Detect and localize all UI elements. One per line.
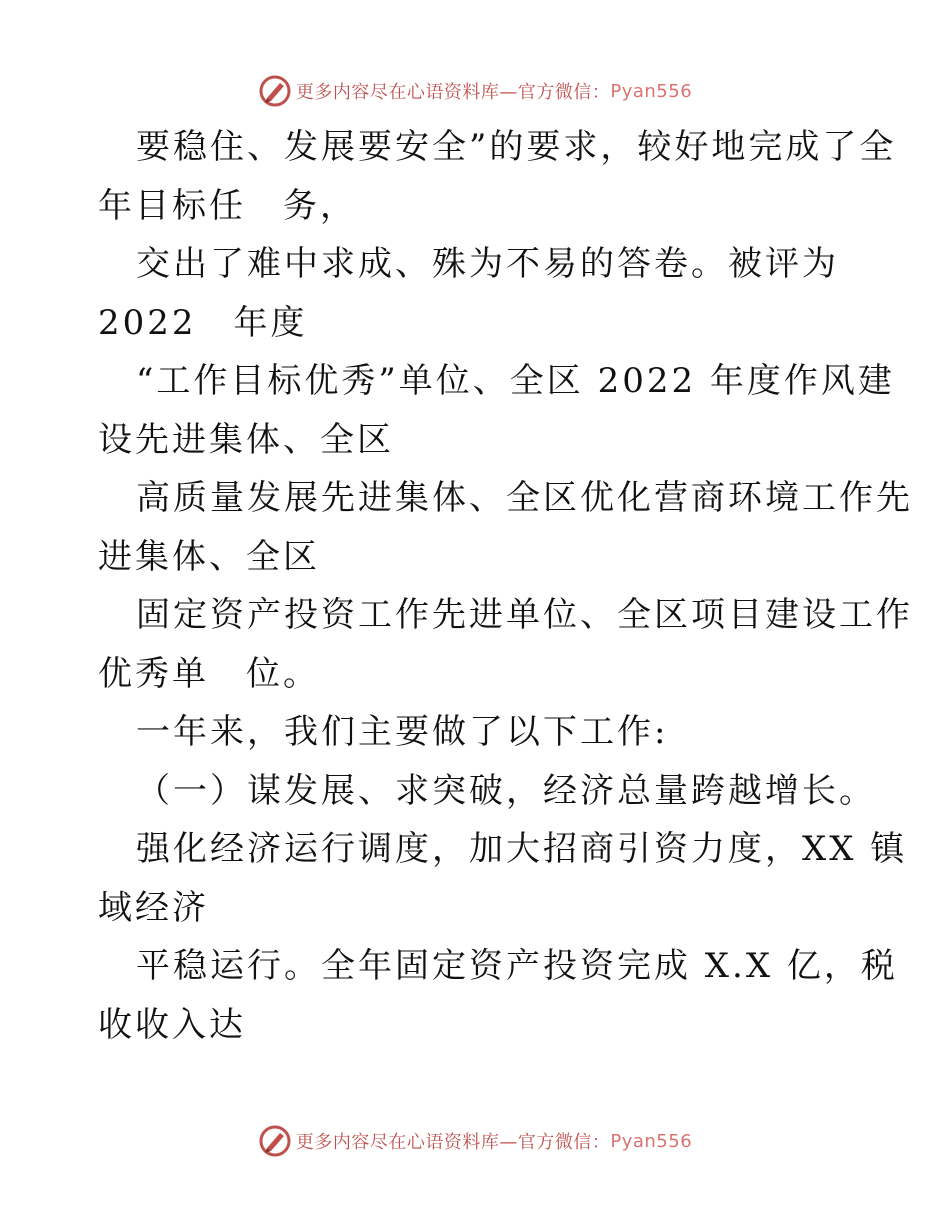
pen-logo-icon xyxy=(258,74,292,108)
header-watermark xyxy=(0,74,950,108)
section-heading: （一）谋发展、求突破，经济总量跨越增长。 xyxy=(136,770,876,811)
footer-watermark xyxy=(0,1124,950,1158)
text-line: 优秀单 位。 xyxy=(98,653,320,694)
text-line: 强化经济运行调度，加大招商引资力度，XX 镇 xyxy=(136,829,908,869)
document-body xyxy=(98,118,913,1054)
text-line: 域经济 xyxy=(98,887,209,928)
watermark-account: Pyan556 xyxy=(610,80,693,102)
text-line: “工作目标优秀”单位、全区 2022 年度作风建 xyxy=(136,361,895,401)
text-line: 固定资产投资工作先进单位、全区项目建设工作 xyxy=(136,595,913,635)
text-line: 平稳运行。全年固定资产投资完成 X.X 亿，税 xyxy=(136,946,898,986)
watermark-text: 更多内容尽在心语资料库—官方微信： xyxy=(295,82,611,103)
text-line: 高质量发展先进集体、全区优化营商环境工作先 xyxy=(136,478,913,518)
text-line: 交出了难中求成、殊为不易的答卷。被评为 xyxy=(136,244,839,284)
text-line: 要稳住、发展要安全”的要求，较好地完成了全 xyxy=(136,127,897,167)
text-line: 收收入达 xyxy=(98,1004,246,1045)
text-line: 2022 年度 xyxy=(98,302,308,343)
watermark-account: Pyan556 xyxy=(610,1130,693,1152)
text-line: 进集体、全区 xyxy=(98,536,320,577)
text-line: 一年来，我们主要做了以下工作: xyxy=(136,712,669,752)
watermark-text: 更多内容尽在心语资料库—官方微信： xyxy=(295,1132,611,1153)
pen-logo-icon xyxy=(258,1124,292,1158)
text-line: 年目标任 务， xyxy=(98,185,357,226)
text-line: 设先进集体、全区 xyxy=(98,419,394,460)
